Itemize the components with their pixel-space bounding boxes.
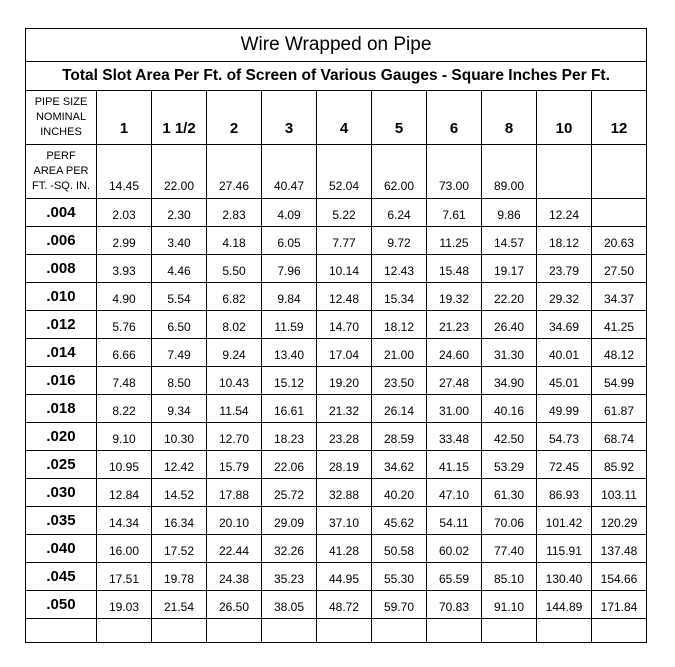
value-cell: 11.59 — [262, 311, 317, 339]
value-cell: 4.46 — [152, 255, 207, 283]
perf-area-cell: 40.47 — [262, 145, 317, 199]
value-cell: 19.78 — [152, 563, 207, 591]
blank-cell — [427, 619, 482, 643]
perf-area-cell: 14.45 — [97, 145, 152, 199]
value-cell: 2.99 — [97, 227, 152, 255]
table-row — [26, 199, 647, 227]
value-cell: 14.52 — [152, 479, 207, 507]
value-cell: 21.00 — [372, 339, 427, 367]
value-cell — [592, 199, 647, 227]
value-cell: 24.38 — [207, 563, 262, 591]
blank-cell — [262, 619, 317, 643]
value-cell: 8.22 — [97, 395, 152, 423]
value-cell: 28.59 — [372, 423, 427, 451]
value-cell: 19.03 — [97, 591, 152, 619]
value-cell: 15.34 — [372, 283, 427, 311]
value-cell: 6.82 — [207, 283, 262, 311]
pipe-size-label: PIPE SIZE NOMINAL INCHES — [26, 91, 97, 145]
gauge-cell: .006 — [26, 227, 97, 255]
value-cell: 86.93 — [537, 479, 592, 507]
value-cell: 23.28 — [317, 423, 372, 451]
value-cell: 2.83 — [207, 199, 262, 227]
perf-area-cell: 22.00 — [152, 145, 207, 199]
value-cell: 16.00 — [97, 535, 152, 563]
value-cell: 130.40 — [537, 563, 592, 591]
value-cell: 9.34 — [152, 395, 207, 423]
blank-row — [26, 619, 647, 643]
value-cell: 31.30 — [482, 339, 537, 367]
value-cell: 12.84 — [97, 479, 152, 507]
value-cell: 17.51 — [97, 563, 152, 591]
value-cell: 22.06 — [262, 451, 317, 479]
value-cell: 9.86 — [482, 199, 537, 227]
value-cell: 5.50 — [207, 255, 262, 283]
value-cell: 26.50 — [207, 591, 262, 619]
value-cell: 6.50 — [152, 311, 207, 339]
blank-cell — [537, 619, 592, 643]
gauge-cell: .035 — [26, 507, 97, 535]
value-cell: 29.09 — [262, 507, 317, 535]
value-cell: 37.10 — [317, 507, 372, 535]
value-cell: 16.34 — [152, 507, 207, 535]
value-cell: 8.02 — [207, 311, 262, 339]
value-cell: 41.25 — [592, 311, 647, 339]
value-cell: 2.03 — [97, 199, 152, 227]
value-cell: 12.70 — [207, 423, 262, 451]
gauge-cell: .025 — [26, 451, 97, 479]
value-cell: 9.84 — [262, 283, 317, 311]
value-cell: 68.74 — [592, 423, 647, 451]
value-cell: 85.10 — [482, 563, 537, 591]
value-cell: 49.99 — [537, 395, 592, 423]
table-subtitle: Total Slot Area Per Ft. of Screen of Various Gauges - Square Inches Per Ft. — [26, 62, 647, 91]
value-cell: 137.48 — [592, 535, 647, 563]
gauge-cell: .012 — [26, 311, 97, 339]
value-cell: 14.70 — [317, 311, 372, 339]
pipe-size-header: 8 — [482, 91, 537, 145]
value-cell: 77.40 — [482, 535, 537, 563]
table-row — [26, 255, 647, 283]
value-cell: 54.99 — [592, 367, 647, 395]
value-cell: 55.30 — [372, 563, 427, 591]
value-cell: 10.95 — [97, 451, 152, 479]
blank-cell — [207, 619, 262, 643]
value-cell: 59.70 — [372, 591, 427, 619]
gauge-cell: .016 — [26, 367, 97, 395]
value-cell: 65.59 — [427, 563, 482, 591]
gauge-cell: .010 — [26, 283, 97, 311]
value-cell: 12.24 — [537, 199, 592, 227]
value-cell: 12.42 — [152, 451, 207, 479]
value-cell: 27.50 — [592, 255, 647, 283]
value-cell: 19.17 — [482, 255, 537, 283]
value-cell: 21.23 — [427, 311, 482, 339]
value-cell: 17.04 — [317, 339, 372, 367]
perf-area-cell — [592, 145, 647, 199]
value-cell: 17.52 — [152, 535, 207, 563]
value-cell: 12.43 — [372, 255, 427, 283]
value-cell: 47.10 — [427, 479, 482, 507]
value-cell: 120.29 — [592, 507, 647, 535]
value-cell: 7.49 — [152, 339, 207, 367]
table-row — [26, 423, 647, 451]
value-cell: 45.62 — [372, 507, 427, 535]
table-row — [26, 283, 647, 311]
value-cell: 10.30 — [152, 423, 207, 451]
value-cell: 60.02 — [427, 535, 482, 563]
value-cell: 103.11 — [592, 479, 647, 507]
value-cell: 48.72 — [317, 591, 372, 619]
table-row — [26, 395, 647, 423]
value-cell: 7.77 — [317, 227, 372, 255]
value-cell: 70.83 — [427, 591, 482, 619]
value-cell: 5.22 — [317, 199, 372, 227]
value-cell: 34.90 — [482, 367, 537, 395]
pipe-size-header: 5 — [372, 91, 427, 145]
value-cell: 42.50 — [482, 423, 537, 451]
value-cell: 41.28 — [317, 535, 372, 563]
pipe-size-row — [26, 91, 647, 145]
value-cell: 54.73 — [537, 423, 592, 451]
value-cell: 101.42 — [537, 507, 592, 535]
value-cell: 38.05 — [262, 591, 317, 619]
value-cell: 7.96 — [262, 255, 317, 283]
value-cell: 53.29 — [482, 451, 537, 479]
value-cell: 144.89 — [537, 591, 592, 619]
gauge-cell: .014 — [26, 339, 97, 367]
value-cell: 22.44 — [207, 535, 262, 563]
value-cell: 13.40 — [262, 339, 317, 367]
gauge-cell: .050 — [26, 591, 97, 619]
gauge-cell: .020 — [26, 423, 97, 451]
value-cell: 3.93 — [97, 255, 152, 283]
pipe-size-header: 10 — [537, 91, 592, 145]
value-cell: 40.16 — [482, 395, 537, 423]
value-cell: 6.05 — [262, 227, 317, 255]
value-cell: 15.79 — [207, 451, 262, 479]
table-row — [26, 507, 647, 535]
value-cell: 19.32 — [427, 283, 482, 311]
value-cell: 48.12 — [592, 339, 647, 367]
pipe-size-header: 3 — [262, 91, 317, 145]
gauge-cell: .045 — [26, 563, 97, 591]
table-row — [26, 227, 647, 255]
gauge-cell: .030 — [26, 479, 97, 507]
value-cell: 27.48 — [427, 367, 482, 395]
value-cell: 3.40 — [152, 227, 207, 255]
value-cell: 18.12 — [537, 227, 592, 255]
value-cell: 34.62 — [372, 451, 427, 479]
value-cell: 14.57 — [482, 227, 537, 255]
blank-cell — [152, 619, 207, 643]
table-row — [26, 311, 647, 339]
value-cell: 28.19 — [317, 451, 372, 479]
value-cell: 9.72 — [372, 227, 427, 255]
table-row — [26, 591, 647, 619]
value-cell: 9.24 — [207, 339, 262, 367]
value-cell: 23.50 — [372, 367, 427, 395]
value-cell: 21.32 — [317, 395, 372, 423]
value-cell: 8.50 — [152, 367, 207, 395]
value-cell: 25.72 — [262, 479, 317, 507]
value-cell: 91.10 — [482, 591, 537, 619]
value-cell: 32.26 — [262, 535, 317, 563]
perf-area-cell — [537, 145, 592, 199]
value-cell: 2.30 — [152, 199, 207, 227]
value-cell: 23.79 — [537, 255, 592, 283]
blank-cell — [482, 619, 537, 643]
value-cell: 18.23 — [262, 423, 317, 451]
value-cell: 45.01 — [537, 367, 592, 395]
gauge-cell: .004 — [26, 199, 97, 227]
value-cell: 29.32 — [537, 283, 592, 311]
value-cell: 18.12 — [372, 311, 427, 339]
value-cell: 34.37 — [592, 283, 647, 311]
value-cell: 33.48 — [427, 423, 482, 451]
value-cell: 10.43 — [207, 367, 262, 395]
value-cell: 16.61 — [262, 395, 317, 423]
value-cell: 7.61 — [427, 199, 482, 227]
blank-cell — [26, 619, 97, 643]
blank-cell — [372, 619, 427, 643]
value-cell: 26.40 — [482, 311, 537, 339]
value-cell: 35.23 — [262, 563, 317, 591]
value-cell: 9.10 — [97, 423, 152, 451]
value-cell: 40.01 — [537, 339, 592, 367]
value-cell: 31.00 — [427, 395, 482, 423]
value-cell: 54.11 — [427, 507, 482, 535]
value-cell: 40.20 — [372, 479, 427, 507]
value-cell: 20.10 — [207, 507, 262, 535]
pipe-size-header: 6 — [427, 91, 482, 145]
value-cell: 72.45 — [537, 451, 592, 479]
value-cell: 7.48 — [97, 367, 152, 395]
pipe-size-header: 1 — [97, 91, 152, 145]
pipe-size-header: 12 — [592, 91, 647, 145]
value-cell: 4.18 — [207, 227, 262, 255]
value-cell: 26.14 — [372, 395, 427, 423]
value-cell: 10.14 — [317, 255, 372, 283]
slot-area-table — [25, 28, 647, 643]
value-cell: 17.88 — [207, 479, 262, 507]
table-title: Wire Wrapped on Pipe — [26, 29, 647, 62]
value-cell: 41.15 — [427, 451, 482, 479]
table-row — [26, 479, 647, 507]
value-cell: 171.84 — [592, 591, 647, 619]
pipe-size-header: 1 1/2 — [152, 91, 207, 145]
value-cell: 61.30 — [482, 479, 537, 507]
value-cell: 20.63 — [592, 227, 647, 255]
blank-cell — [97, 619, 152, 643]
value-cell: 22.20 — [482, 283, 537, 311]
pipe-size-header: 4 — [317, 91, 372, 145]
gauge-cell: .008 — [26, 255, 97, 283]
blank-cell — [317, 619, 372, 643]
value-cell: 15.48 — [427, 255, 482, 283]
value-cell: 5.76 — [97, 311, 152, 339]
value-cell: 32.88 — [317, 479, 372, 507]
value-cell: 6.66 — [97, 339, 152, 367]
value-cell: 34.69 — [537, 311, 592, 339]
gauge-cell: .018 — [26, 395, 97, 423]
blank-cell — [592, 619, 647, 643]
table-row — [26, 535, 647, 563]
table-row — [26, 451, 647, 479]
perf-area-cell: 52.04 — [317, 145, 372, 199]
value-cell: 85.92 — [592, 451, 647, 479]
perf-area-row — [26, 145, 647, 199]
perf-area-cell: 27.46 — [207, 145, 262, 199]
value-cell: 6.24 — [372, 199, 427, 227]
perf-area-label: PERF AREA PER FT. -SQ. IN. — [26, 145, 97, 199]
value-cell: 115.91 — [537, 535, 592, 563]
gauge-cell: .040 — [26, 535, 97, 563]
value-cell: 15.12 — [262, 367, 317, 395]
value-cell: 4.90 — [97, 283, 152, 311]
value-cell: 5.54 — [152, 283, 207, 311]
perf-area-cell: 89.00 — [482, 145, 537, 199]
value-cell: 19.20 — [317, 367, 372, 395]
value-cell: 11.25 — [427, 227, 482, 255]
perf-area-cell: 73.00 — [427, 145, 482, 199]
table-row — [26, 367, 647, 395]
value-cell: 44.95 — [317, 563, 372, 591]
value-cell: 11.54 — [207, 395, 262, 423]
value-cell: 50.58 — [372, 535, 427, 563]
pipe-size-header: 2 — [207, 91, 262, 145]
perf-area-cell: 62.00 — [372, 145, 427, 199]
value-cell: 154.66 — [592, 563, 647, 591]
value-cell: 24.60 — [427, 339, 482, 367]
value-cell: 4.09 — [262, 199, 317, 227]
table-row — [26, 563, 647, 591]
value-cell: 12.48 — [317, 283, 372, 311]
value-cell: 14.34 — [97, 507, 152, 535]
value-cell: 70.06 — [482, 507, 537, 535]
table-row — [26, 339, 647, 367]
value-cell: 61.87 — [592, 395, 647, 423]
value-cell: 21.54 — [152, 591, 207, 619]
